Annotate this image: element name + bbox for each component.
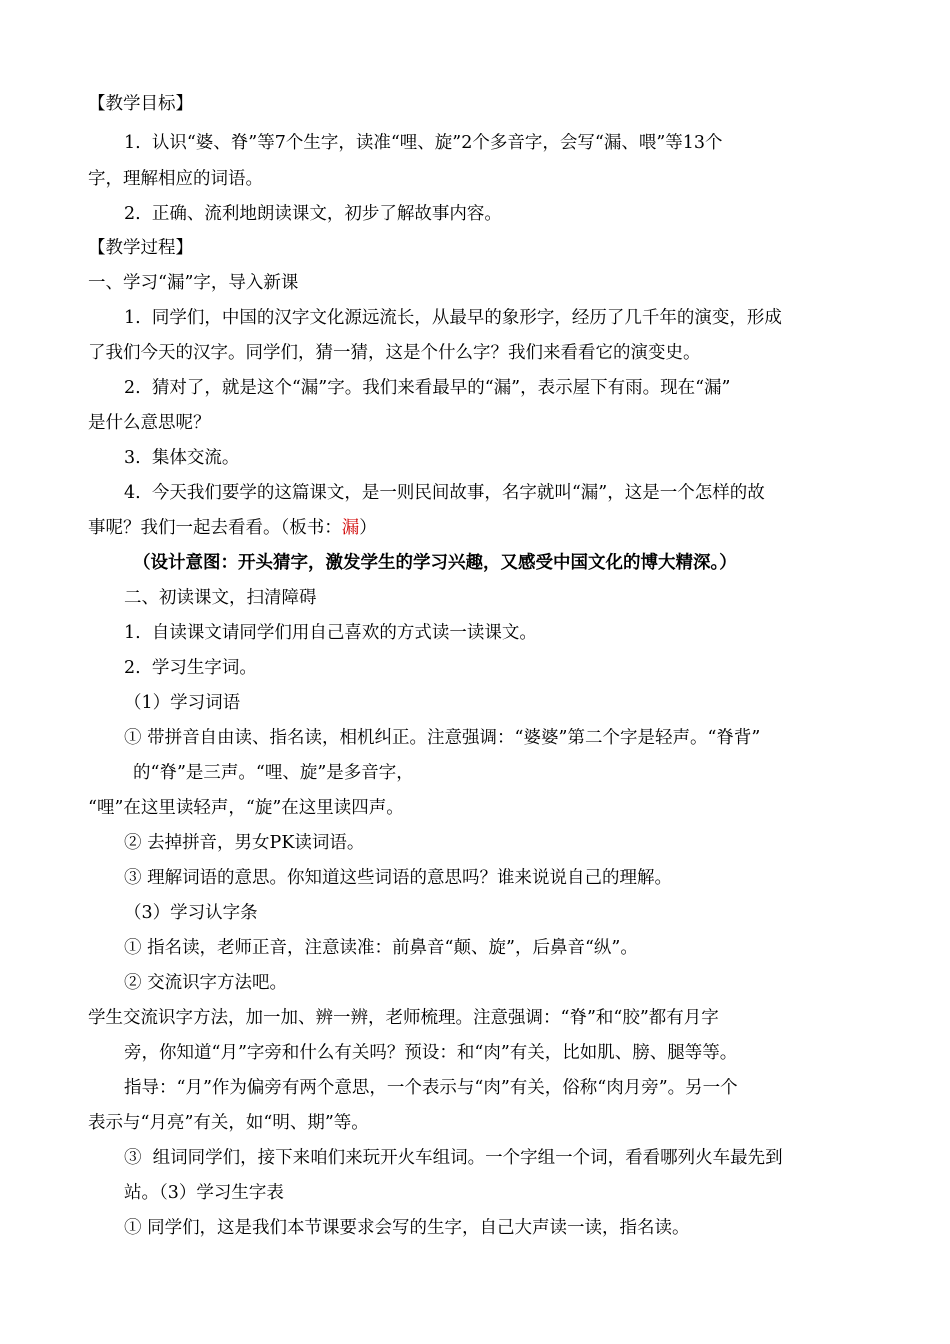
board-note-text: 事呢？我们一起去看看。（板书： <box>88 518 342 538</box>
design-intent-note: （设计意图：开头猜字，激发学生的学习兴趣，又感受中国文化的博大精深。） <box>133 553 737 573</box>
heading-teaching-process: 【教学过程】 <box>88 238 193 258</box>
guidance-line-2: 表示与“月亮”有关，如“明、期”等。 <box>88 1113 369 1133</box>
subheading-learn-words: （1）学习词语 <box>124 693 241 713</box>
words-step-1-line-1: ① 带拼音自由读、指名读，相机纠正。注意强调：“婆婆”第二个字是轻声。“脊背” <box>124 728 761 748</box>
paragraph-4-line-2 <box>88 516 377 540</box>
characters-step-3-line-2: 站。（3）学习生字表 <box>124 1183 284 1203</box>
board-note-red-character: 漏 <box>341 518 360 538</box>
characters-step-2: ② 交流识字方法吧。 <box>124 973 288 993</box>
paragraph-2-line-1: 2. 猜对了，就是这个“漏”字。我们来看最早的“漏”，表示屋下有雨。现在“漏” <box>124 378 731 398</box>
section-2-title: 二、初读课文，扫清障碍 <box>124 588 317 608</box>
goal-item-1-line-1: 1. 认识“婆、脊”等7个生字，读准“哩、旋”2个多音字，会写“漏、喂”等13个 <box>124 133 723 153</box>
paragraph-3: 3. 集体交流。 <box>124 448 240 468</box>
board-note-close: ） <box>359 518 377 538</box>
section-2-item-1: 1. 自读课文请同学们用自己喜欢的方式读一读课文。 <box>124 623 537 643</box>
words-step-3: ③ 理解词语的意思。你知道这些词语的意思吗？谁来说说自己的理解。 <box>124 868 673 888</box>
paragraph-4-line-1: 4. 今天我们要学的这篇课文，是一则民间故事，名字就叫“漏”，这是一个怎样的故 <box>124 483 765 503</box>
words-step-1-line-3: “哩”在这里读轻声，“旋”在这里读四声。 <box>88 798 404 818</box>
words-step-2: ② 去掉拼音，男女PK读词语。 <box>124 833 365 853</box>
paragraph-1-line-1: 1. 同学们，中国的汉字文化源远流长，从最早的象形字，经历了几千年的演变，形成 <box>124 308 782 328</box>
goal-item-2: 2. 正确、流利地朗读课文，初步了解故事内容。 <box>124 204 502 224</box>
guidance-line-1: 指导：“月”作为偏旁有两个意思，一个表示与“肉”有关，俗称“肉月旁”。另一个 <box>124 1078 738 1098</box>
section-1-title: 一、学习“漏”字，导入新课 <box>88 273 299 293</box>
method-paragraph-line-2: 旁，你知道“月”字旁和什么有关吗？预设：和“肉”有关，比如肌、膀、腿等等。 <box>124 1043 738 1063</box>
paragraph-2-line-2: 是什么意思呢？ <box>88 413 211 433</box>
characters-step-1: ① 指名读，老师正音，注意读准：前鼻音“颠、旋”，后鼻音“纵”。 <box>124 938 638 958</box>
subheading-learn-characters: （3）学习认字条 <box>124 903 258 923</box>
paragraph-1-line-2: 了我们今天的汉字。同学们，猜一猜，这是个什么字？我们来看看它的演变史。 <box>88 343 701 363</box>
section-2-item-2: 2. 学习生字词。 <box>124 658 257 678</box>
words-step-1-line-2: 的“脊”是三声。“哩、旋”是多音字， <box>133 763 414 783</box>
characters-step-3-line-1: ③ 组词同学们，接下来咱们来玩开火车组词。一个字组一个词，看看哪列火车最先到 <box>124 1148 783 1168</box>
heading-teaching-goals: 【教学目标】 <box>88 94 193 114</box>
goal-item-1-line-2: 字，理解相应的词语。 <box>88 169 263 189</box>
character-table-step-1: ① 同学们，这是我们本节课要求会写的生字，自己大声读一读，指名读。 <box>124 1218 690 1238</box>
method-paragraph-line-1: 学生交流识字方法，加一加、辨一辨，老师梳理。注意强调：“脊”和“胶”都有月字 <box>88 1008 719 1028</box>
